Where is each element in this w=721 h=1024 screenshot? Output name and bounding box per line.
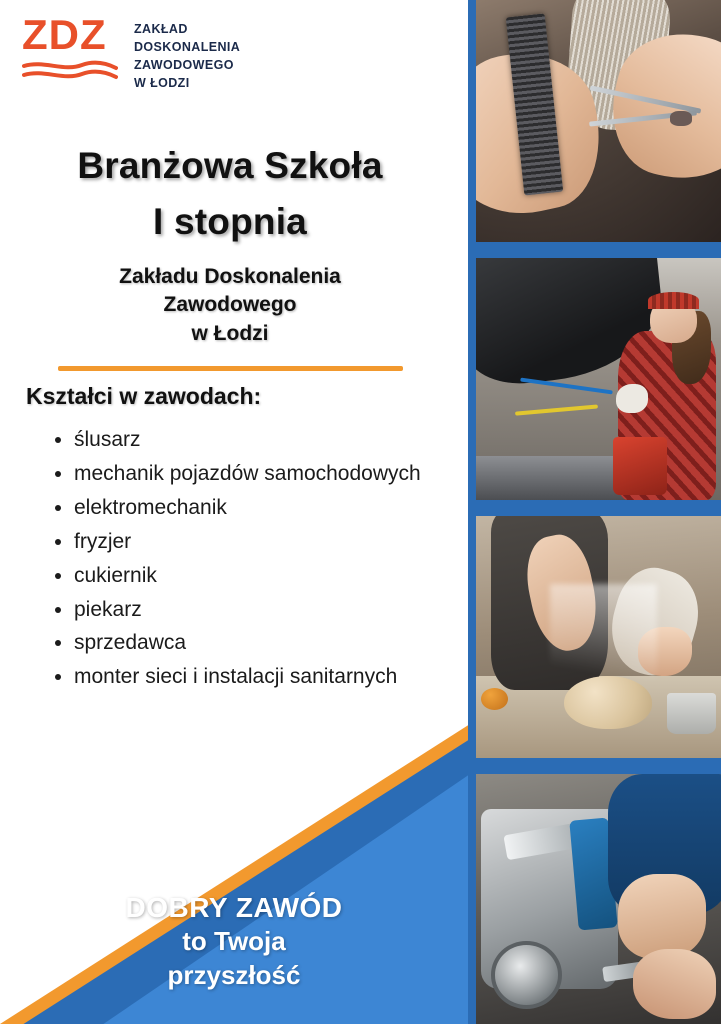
slogan-line-2: to Twoja (182, 926, 286, 957)
baker-photo (476, 516, 721, 758)
page-title-line-1: Branżowa Szkoła (77, 145, 383, 186)
professions-block (26, 383, 446, 695)
zdz-logo-text: ZDZ (22, 11, 107, 58)
page-title-line-2: I stopnia (153, 200, 307, 242)
list-item: • cukiernik (74, 560, 446, 592)
page-subtitle-line-3: w Łodzi (191, 321, 269, 345)
slogan-line-3: przyszłość (167, 959, 301, 990)
professions-heading: Kształci w zawodach: (26, 383, 262, 409)
slogan-line-1: DOBRY ZAWÓD (125, 891, 343, 923)
logo-line-4: W ŁODZI (134, 76, 190, 91)
logo-line-3: ZAWODOWEGO (134, 58, 234, 73)
page-subtitle-line-1: Zakładu Doskonalenia (119, 265, 341, 288)
logo-line-2: DOSKONALENIA (134, 40, 241, 55)
car-mechanic-photo (476, 258, 721, 500)
locksmith-photo (476, 774, 721, 1024)
title-block (0, 138, 460, 371)
list-item: • fryzjer (74, 526, 446, 558)
list-item: • mechanik pojazdów samochodowych (74, 458, 446, 490)
logo-block (22, 11, 241, 93)
logo-line-1: ZAKŁAD (134, 22, 188, 36)
hairdresser-photo (476, 0, 721, 242)
slogan-block (0, 890, 468, 992)
list-item: • monter sieci i instalacji sanitarnych (74, 661, 446, 693)
zdz-logo-mark (22, 11, 118, 87)
photo-column (468, 0, 721, 1024)
orange-divider (58, 366, 403, 371)
page-title (0, 138, 460, 249)
list-item: • piekarz (74, 594, 446, 626)
logo-swoosh-icon (22, 60, 118, 82)
professions-list (26, 424, 446, 693)
list-item: • elektromechanik (74, 492, 446, 524)
page-subtitle-line-2: Zawodowego (163, 293, 297, 317)
page-subtitle (0, 263, 460, 348)
list-item: • sprzedawca (74, 627, 446, 659)
logo-subtitle-text (134, 14, 240, 93)
list-item: • ślusarz (74, 424, 446, 456)
